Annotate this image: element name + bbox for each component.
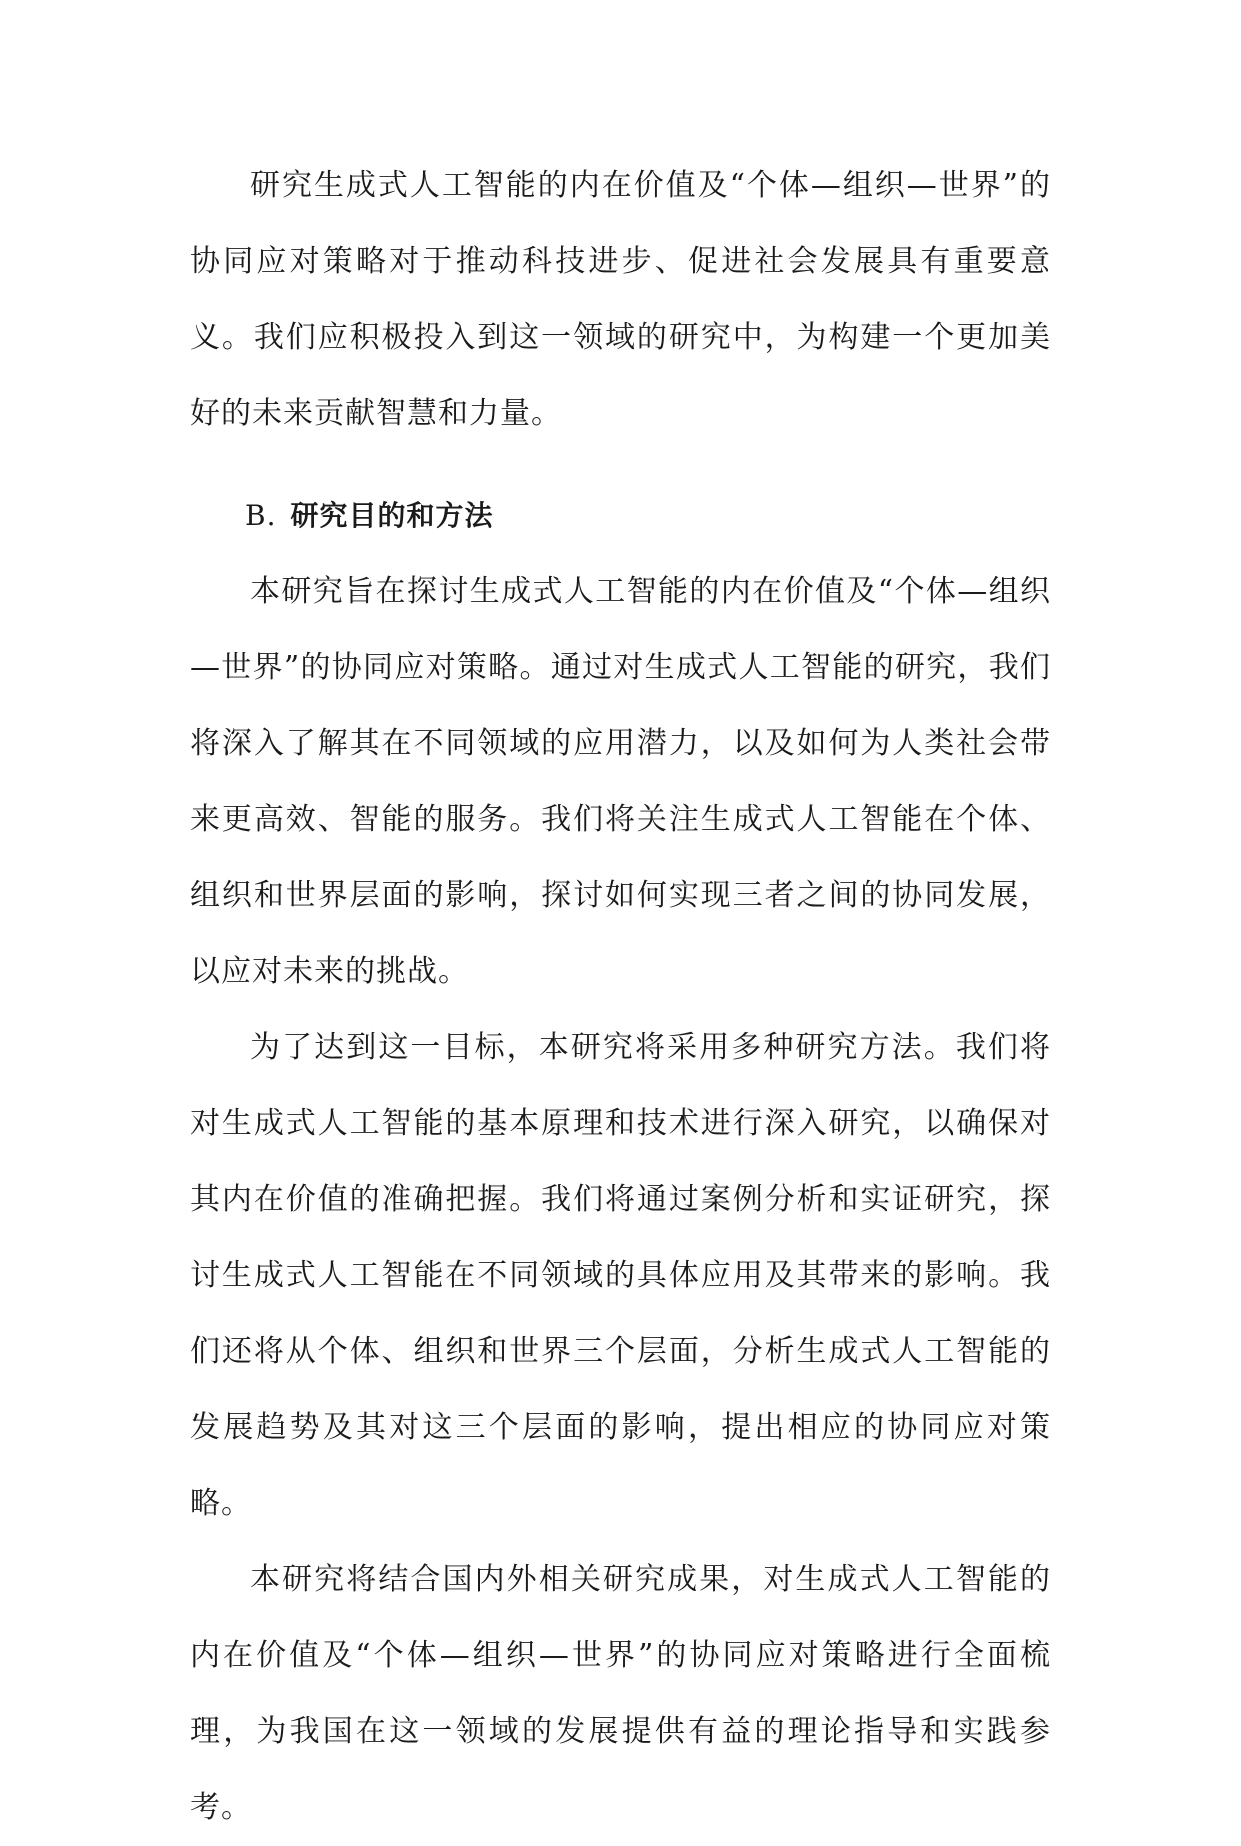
paragraph-methods: 为了达到这一目标，本研究将采用多种研究方法。我们将对生成式人工智能的基本原理和技术进行深入研究，以确保对其内在价值的准确把握。我们将通过案例分析和实证研究，探讨生成式人工智能在不同领域的具体应用及其带来的影响。我们还将从个体、组织和世界三个层面，分析生成式人工智能的发展趋势及其对这三个层面的影响，提出相应的协同应对策略。: [190, 1030, 1051, 1521]
paragraph-purpose: 本研究旨在探讨生成式人工智能的内在价值及“个体—组织—世界”的协同应对策略。通过对生成式人工智能的研究，我们将深入了解其在不同领域的应用潜力，以及如何为人类社会带来更高效、智能的服务。我们将关注生成式人工智能在个体、组织和世界层面的影响，探讨如何实现三者之间的协同发展，以应对未来的挑战。: [190, 574, 1051, 989]
paragraph-significance: 研究生成式人工智能的内在价值及“个体—组织—世界”的协同应对策略对于推动科技进步、促进社会发展具有重要意义。我们应积极投入到这一领域的研究中，为构建一个更加美好的未来贡献智慧和力量。: [190, 168, 1051, 431]
section-title: 研究目的和方法: [290, 499, 494, 532]
paragraph-conclusion: 本研究将结合国内外相关研究成果，对生成式人工智能的内在价值及“个体—组织—世界”的协同应对策略进行全面梳理，为我国在这一领域的发展提供有益的理论指导和实践参考。: [190, 1562, 1051, 1825]
section-number: B.: [245, 499, 277, 532]
section-heading: [190, 478, 1051, 554]
